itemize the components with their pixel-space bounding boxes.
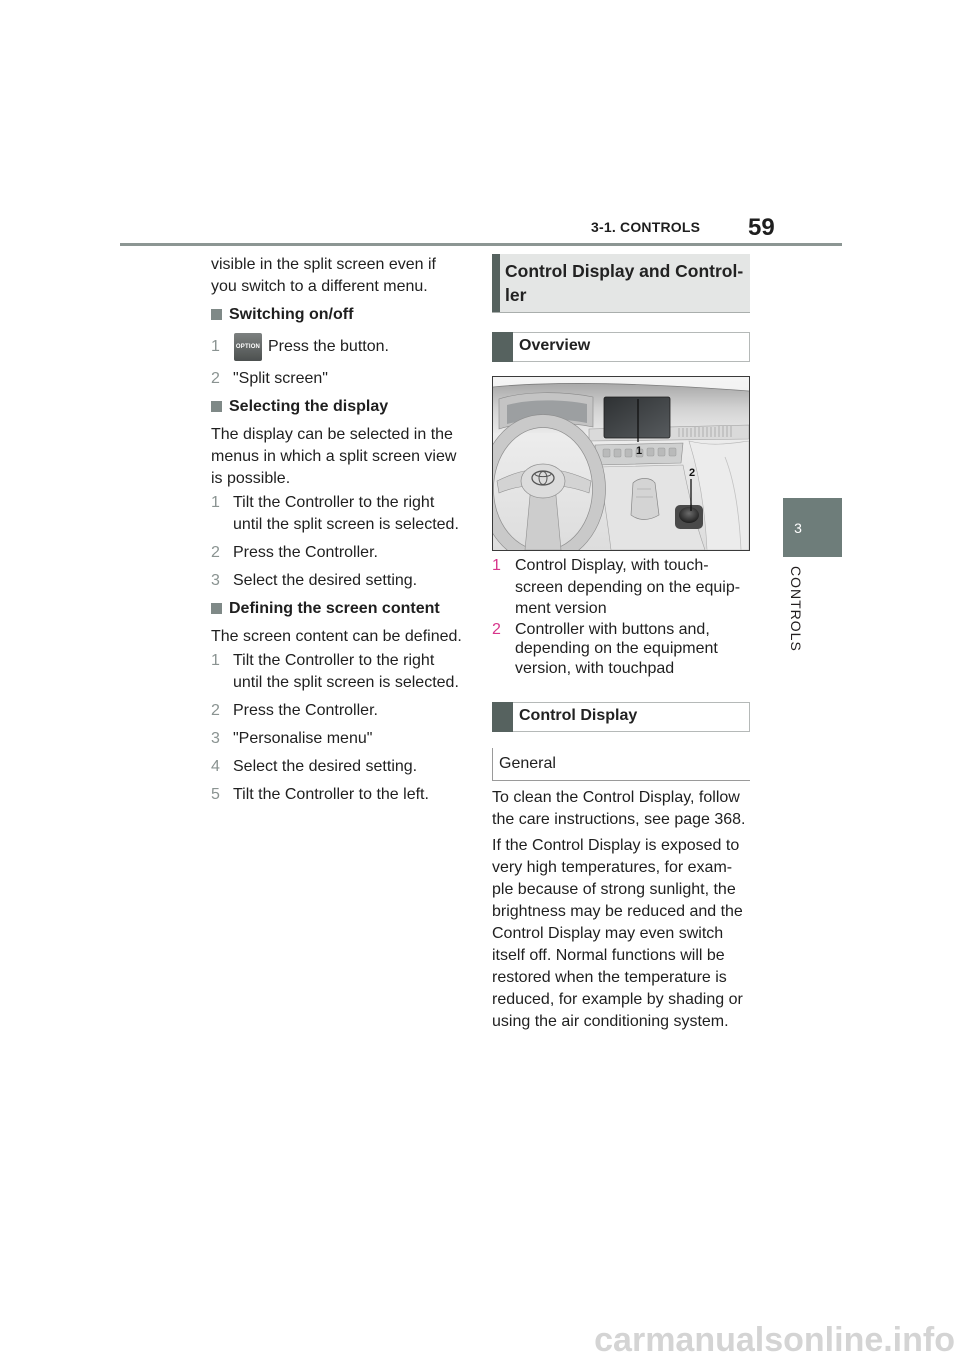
step-number: 1: [211, 494, 220, 511]
step-text: Tilt the Controller to the left.: [233, 786, 429, 803]
text-line: To clean the Control Display, follow: [492, 789, 740, 806]
legend-number: 1: [492, 557, 501, 574]
defining-step-2: [211, 700, 473, 722]
control-display-heading-box: [492, 702, 750, 732]
text-line: until the split screen is selected.: [233, 516, 459, 533]
callout-label-2: 2: [688, 467, 696, 479]
cleaning-paragraph: [492, 787, 752, 831]
option-button-icon: [234, 333, 262, 361]
selecting-step-3: [211, 570, 473, 592]
text-line: itself off. Normal functions will be: [492, 947, 725, 964]
text-line: using the air conditioning system.: [492, 1013, 729, 1030]
step-number: 2: [211, 370, 220, 387]
text-line: Tilt the Controller to the right: [233, 494, 435, 511]
text-line: version, with touchpad: [515, 659, 675, 677]
defining-step-1: [211, 650, 473, 694]
heading-text: Switching on/off: [229, 306, 354, 323]
controller: [675, 505, 703, 529]
legend-text: [515, 620, 718, 679]
step-number: 1: [211, 338, 220, 355]
heading-text: Defining the screen content: [229, 600, 440, 617]
text-line: until the split screen is selected.: [233, 674, 459, 691]
text-line: restored when the temperature is: [492, 969, 727, 986]
selecting-heading: [211, 396, 473, 418]
section-heading-box: [492, 254, 750, 313]
step-text: [233, 492, 459, 536]
intro-paragraph: [211, 254, 473, 298]
general-subheading: General: [492, 748, 750, 781]
text-line: brightness may be reduced and the: [492, 903, 743, 920]
step-text: Select the desired setting.: [233, 572, 418, 589]
step-number: 2: [211, 544, 220, 561]
chapter-number: 3: [794, 520, 802, 536]
text-line: is possible.: [211, 470, 291, 487]
text-line: reduced, for example by shading or: [492, 991, 743, 1008]
step-text: Press the Controller.: [233, 544, 378, 561]
legend-item-1: [492, 555, 750, 620]
defining-step-5: [211, 784, 473, 806]
text-line: The screen content can be defined.: [211, 628, 462, 645]
callout-label-1: 1: [635, 445, 643, 457]
legend-text: [515, 555, 740, 620]
control-display-screen: [604, 397, 670, 438]
text-line: Controller with buttons and,: [515, 620, 710, 638]
step-text: [233, 650, 459, 694]
gear-lever: [631, 479, 659, 520]
step-number: 3: [211, 572, 220, 589]
heading-bar: [492, 702, 513, 732]
defining-step-3: [211, 728, 473, 750]
text-line: ment version: [515, 600, 607, 617]
text-line: very high temperatures, for exam-: [492, 859, 733, 876]
defining-body: [211, 626, 473, 648]
step-text: Select the desired setting.: [233, 758, 418, 775]
switching-step-2: [211, 368, 473, 390]
overview-figure: [492, 376, 750, 551]
text-line: Control Display and Control-: [505, 261, 744, 281]
legend-number: 2: [492, 620, 501, 638]
car-interior-illustration: [493, 377, 749, 550]
header-rule: [120, 243, 842, 246]
text-line: If the Control Display is exposed to: [492, 837, 740, 854]
step-text: "Split screen": [233, 370, 328, 387]
step-text: "Personalise menu": [233, 730, 373, 747]
defining-heading: [211, 598, 473, 620]
temperature-paragraph: [492, 835, 752, 1033]
selecting-step-2: [211, 542, 473, 564]
text-line: the care instructions, see page 368.: [492, 811, 746, 828]
text-line: menus in which a split screen view: [211, 448, 457, 465]
text-line: The display can be selected in the: [211, 426, 453, 443]
text-line: screen depending on the equip-: [515, 578, 741, 596]
option-icon-label: OPTION: [235, 344, 261, 350]
heading-text: Selecting the display: [229, 398, 389, 415]
step-number: 5: [211, 786, 220, 803]
step-text: Press the Controller.: [233, 702, 378, 719]
text-line: you switch to a different menu.: [211, 278, 428, 295]
text-line: ple because of strong sunlight, the: [492, 881, 736, 898]
watermark: carmanualsonline.info: [594, 1321, 955, 1358]
left-column: [211, 254, 473, 812]
text-line: Control Display, with touch-: [515, 557, 709, 574]
overview-heading-box: [492, 332, 750, 362]
figure-legend: [492, 555, 750, 678]
selecting-body: [211, 424, 473, 490]
section-heading-bar: [492, 254, 500, 312]
step-number: 2: [211, 702, 220, 719]
text-line: depending on the equipment: [515, 640, 718, 657]
control-display-heading: Control Display: [519, 707, 638, 724]
heading-bar: [492, 332, 513, 362]
defining-step-4: [211, 756, 473, 778]
chapter-label: CONTROLS: [788, 566, 804, 652]
text-line: Control Display may even switch: [492, 925, 724, 942]
text-line: visible in the split screen even if: [211, 256, 436, 273]
section-heading: [505, 259, 743, 307]
section-title: 3-1. CONTROLS: [591, 219, 701, 235]
step-number: 4: [211, 758, 220, 775]
text-line: Tilt the Controller to the right: [233, 652, 435, 669]
heading-bullet-square: [211, 309, 222, 320]
overview-heading: Overview: [519, 337, 591, 354]
selecting-step-1: [211, 492, 473, 536]
heading-bullet-square: [211, 603, 222, 614]
step-text: Press the button.: [268, 338, 389, 355]
step-number: 3: [211, 730, 220, 747]
switching-heading: [211, 304, 473, 326]
step-number: 1: [211, 652, 220, 669]
heading-bullet-square: [211, 401, 222, 412]
legend-item-2: [492, 620, 750, 679]
switching-step-1: [211, 332, 473, 362]
text-line: ler: [505, 285, 527, 305]
page-number: 59: [748, 214, 775, 241]
